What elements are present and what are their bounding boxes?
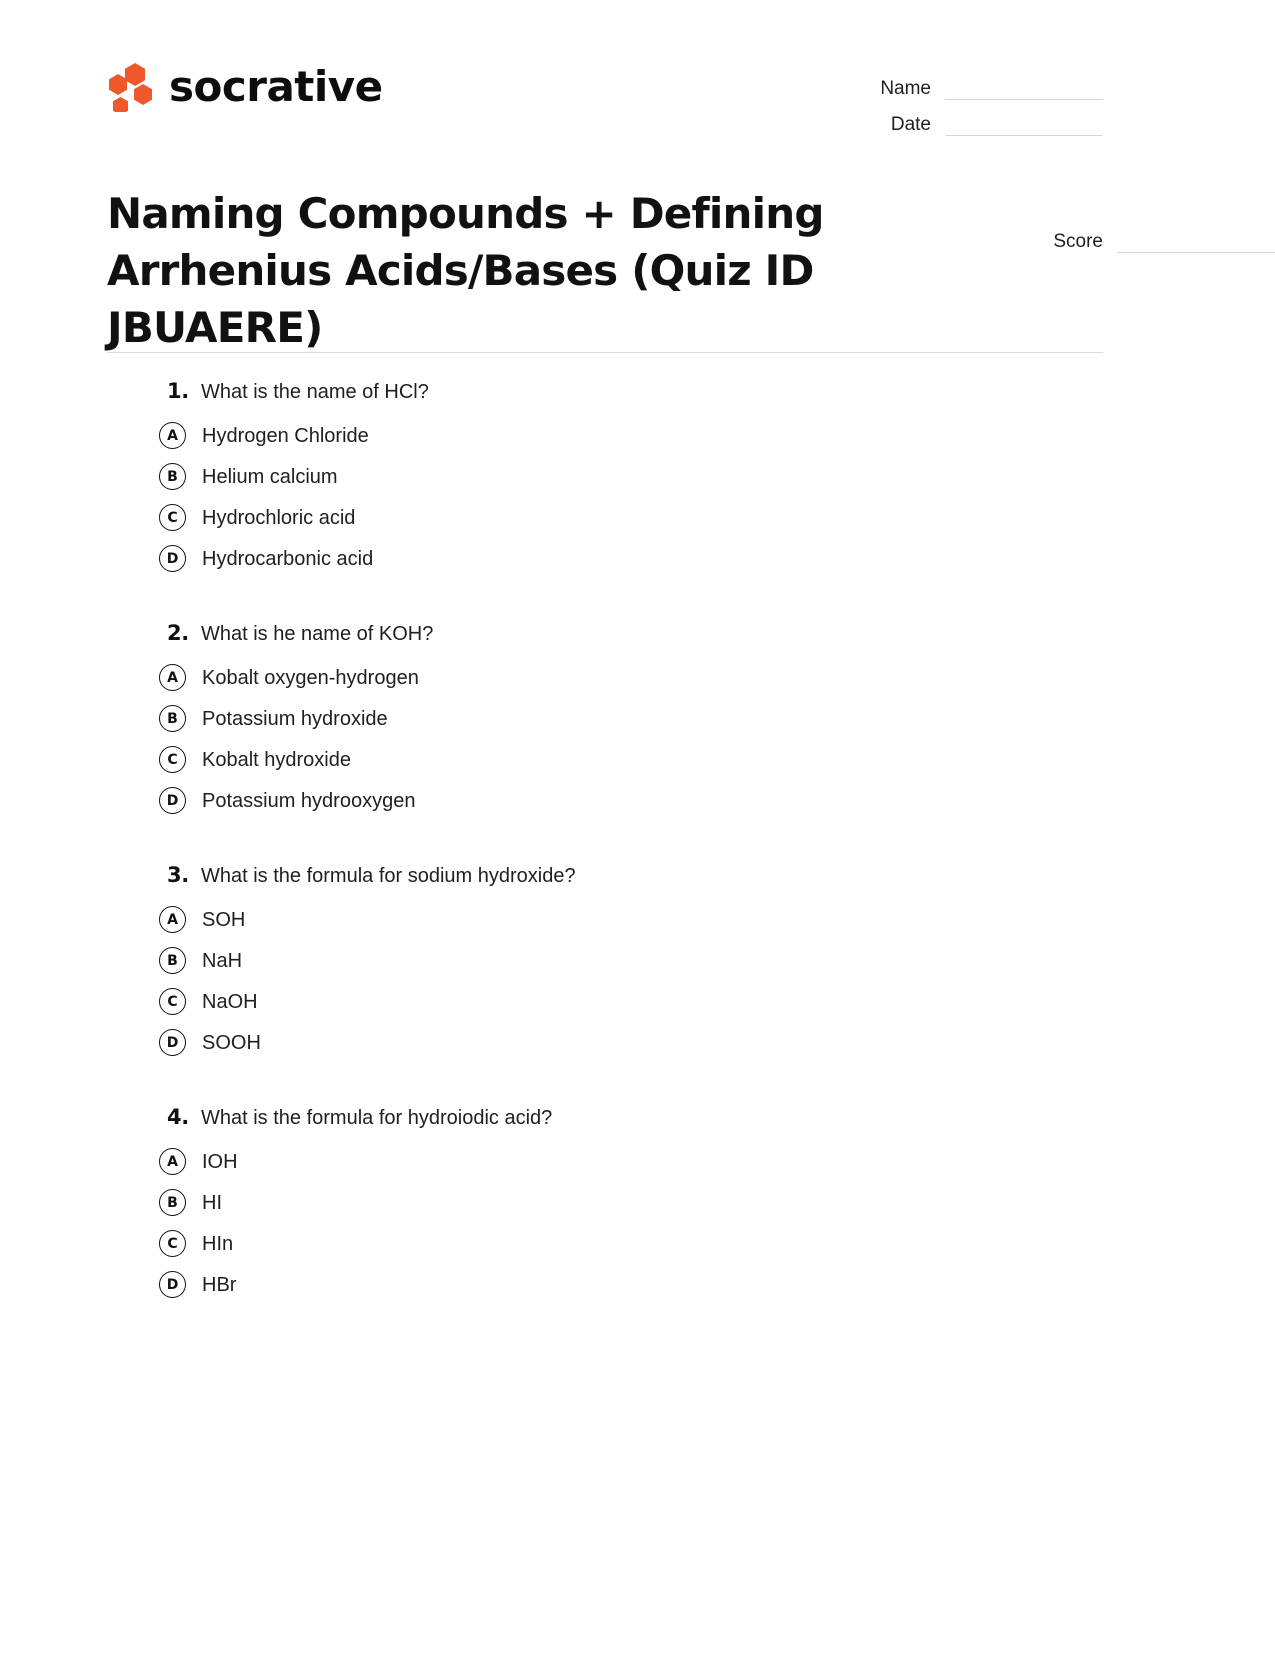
choice-bubble-b[interactable]: B: [159, 947, 186, 974]
choice-bubble-d[interactable]: D: [159, 787, 186, 814]
answer-choice[interactable]: [159, 698, 1103, 739]
question-header: [159, 862, 1103, 890]
answer-choice[interactable]: [159, 415, 1103, 456]
question-header: [159, 620, 1103, 648]
score-label: Score: [1053, 231, 1103, 252]
choice-bubble-a[interactable]: A: [159, 906, 186, 933]
choice-text: Kobalt oxygen-hydrogen: [202, 666, 419, 689]
question-text: What is the formula for hydroiodic acid?: [201, 1107, 553, 1129]
choice-text: NaH: [202, 949, 243, 972]
choice-text: Hydrochloric acid: [202, 506, 356, 529]
score-field: [935, 227, 1275, 263]
student-info-fields: [763, 74, 1103, 146]
answer-choice[interactable]: [159, 657, 1103, 698]
brand-name: socrative: [169, 62, 383, 111]
question-header: [159, 378, 1103, 406]
page-header: [107, 62, 1103, 152]
brand-logo: [107, 62, 383, 112]
choice-text: Potassium hydrooxygen: [202, 789, 416, 812]
choice-text: Hydrocarbonic acid: [202, 547, 374, 570]
title-divider: [107, 352, 1103, 353]
date-input-line[interactable]: [945, 115, 1103, 136]
choice-bubble-d[interactable]: D: [159, 545, 186, 572]
choice-bubble-a[interactable]: A: [159, 664, 186, 691]
answer-choice[interactable]: [159, 780, 1103, 821]
question-text: What is he name of KOH?: [201, 623, 434, 645]
question-number: 4.: [167, 1105, 189, 1129]
choice-text: HBr: [202, 1273, 237, 1296]
choice-bubble-d[interactable]: D: [159, 1271, 186, 1298]
answer-choice[interactable]: [159, 497, 1103, 538]
socrative-hexagon-logo-icon: [107, 62, 153, 112]
choice-text: HI: [202, 1191, 222, 1214]
choice-text: SOOH: [202, 1031, 261, 1054]
answer-choice[interactable]: [159, 1141, 1103, 1182]
question-text: What is the name of HCl?: [201, 381, 429, 403]
choice-text: Helium calcium: [202, 465, 338, 488]
question-text: What is the formula for sodium hydroxide?: [201, 865, 576, 887]
question-number: 3.: [167, 863, 189, 887]
name-input-line[interactable]: [945, 79, 1103, 100]
name-field-row: [763, 74, 1103, 100]
question-item: [107, 620, 1103, 821]
choice-bubble-c[interactable]: C: [159, 1230, 186, 1257]
answer-choice[interactable]: [159, 739, 1103, 780]
choice-text: IOH: [202, 1150, 238, 1173]
choice-bubble-c[interactable]: C: [159, 504, 186, 531]
choice-bubble-b[interactable]: B: [159, 463, 186, 490]
question-header: [159, 1104, 1103, 1132]
choice-text: Hydrogen Chloride: [202, 424, 369, 447]
choice-text: SOH: [202, 908, 246, 931]
choice-bubble-a[interactable]: A: [159, 1148, 186, 1175]
score-field-row: [935, 227, 1275, 253]
question-item: [107, 378, 1103, 579]
score-input-line[interactable]: [1117, 232, 1275, 253]
choice-bubble-b[interactable]: B: [159, 705, 186, 732]
answer-choice[interactable]: [159, 1022, 1103, 1063]
question-item: [107, 862, 1103, 1063]
choice-bubble-a[interactable]: A: [159, 422, 186, 449]
question-item: [107, 1104, 1103, 1305]
answer-choice[interactable]: [159, 456, 1103, 497]
question-number: 2.: [167, 621, 189, 645]
answer-choice[interactable]: [159, 1264, 1103, 1305]
answer-choice[interactable]: [159, 981, 1103, 1022]
answer-choice[interactable]: [159, 899, 1103, 940]
choice-text: Kobalt hydroxide: [202, 748, 351, 771]
choice-bubble-c[interactable]: C: [159, 988, 186, 1015]
name-label: Name: [880, 78, 931, 99]
choice-text: Potassium hydroxide: [202, 707, 388, 730]
answer-choice[interactable]: [159, 1223, 1103, 1264]
choice-text: NaOH: [202, 990, 258, 1013]
choice-text: HIn: [202, 1232, 234, 1255]
question-list: [107, 378, 1103, 1346]
choice-bubble-d[interactable]: D: [159, 1029, 186, 1056]
date-label: Date: [890, 114, 931, 135]
answer-choice[interactable]: [159, 538, 1103, 579]
answer-choice[interactable]: [159, 1182, 1103, 1223]
choice-bubble-c[interactable]: C: [159, 746, 186, 773]
question-number: 1.: [167, 379, 189, 403]
choice-bubble-b[interactable]: B: [159, 1189, 186, 1216]
page-title: Naming Compounds + Defining Arrhenius Acids/Bases (Quiz ID JBUAERE): [107, 189, 824, 353]
date-field-row: [763, 110, 1103, 136]
answer-choice[interactable]: [159, 940, 1103, 981]
